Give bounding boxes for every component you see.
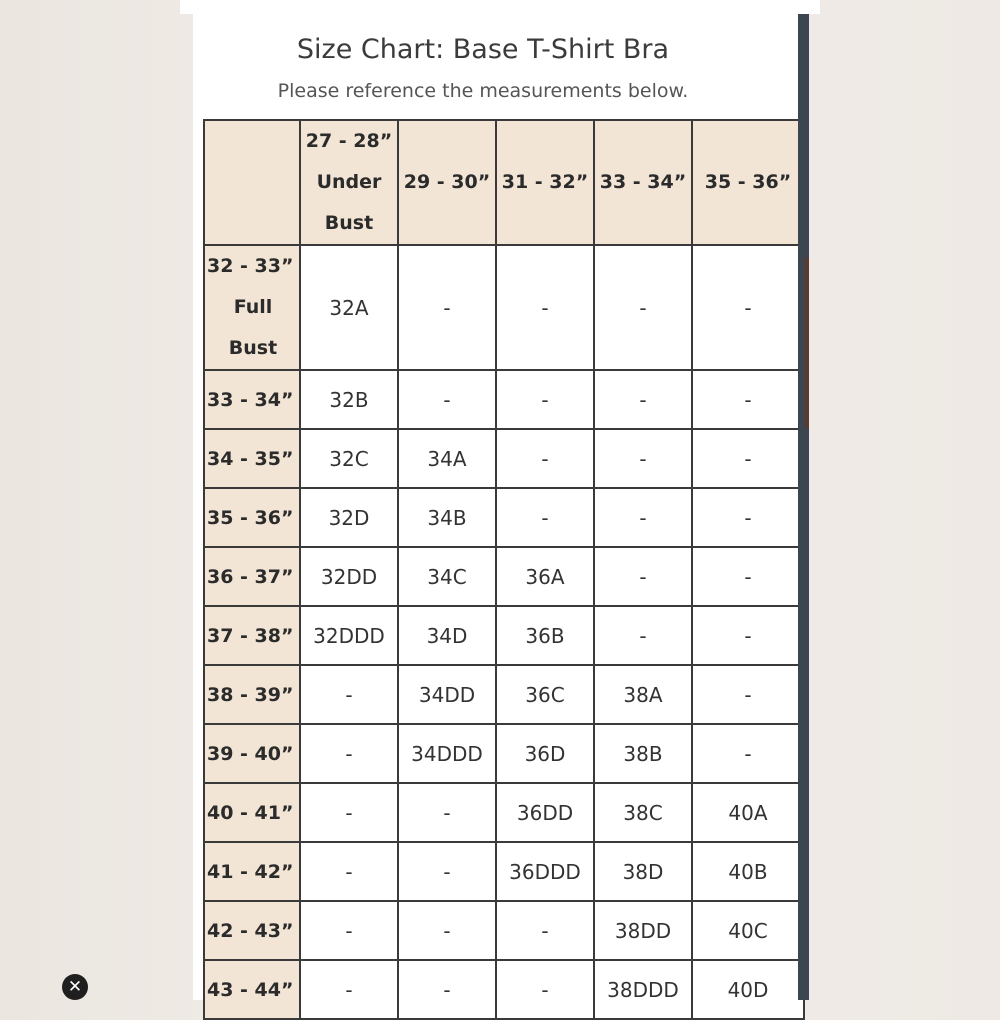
row-header [204,724,300,783]
row-header [204,245,300,370]
table-row [204,960,804,1019]
table-row [204,429,804,488]
scrollbar-thumb[interactable] [805,258,809,428]
size-cell: 34DDD [398,724,496,783]
size-cell: - [398,960,496,1019]
size-cell: 34A [398,429,496,488]
row-header [204,665,300,724]
table-viewport[interactable] [203,119,792,1019]
column-header-5 [692,120,804,245]
table-row [204,842,804,901]
size-cell: - [496,245,594,370]
size-cell: 34DD [398,665,496,724]
table-body [204,245,804,1019]
size-cell: 38C [594,783,692,842]
size-cell: 32C [300,429,398,488]
size-cell: 36B [496,606,594,665]
row-header-label: 37 - 38” [207,624,294,647]
size-cell: 40D [692,960,804,1019]
size-cell: - [398,842,496,901]
size-cell: 38B [594,724,692,783]
size-cell: 32D [300,488,398,547]
size-cell: 36DDD [496,842,594,901]
size-cell: 32B [300,370,398,429]
row-header [204,429,300,488]
size-cell: 38A [594,665,692,724]
row-header [204,370,300,429]
row-header [204,547,300,606]
row-header-label: 36 - 37” [207,565,294,588]
size-cell: - [300,901,398,960]
close-icon[interactable]: ✕ [62,974,88,1000]
size-cell: - [594,488,692,547]
column-header-2 [398,120,496,245]
size-cell: 38D [594,842,692,901]
table-row [204,488,804,547]
size-cell: 36D [496,724,594,783]
table-row [204,665,804,724]
column-header-3 [496,120,594,245]
row-header-label: 35 - 36” [207,506,294,529]
size-cell: - [496,901,594,960]
size-cell: - [594,547,692,606]
column-header-line: 29 - 30” [403,171,491,193]
size-cell: - [300,783,398,842]
size-cell: 40A [692,783,804,842]
column-header-line: Under [316,171,382,193]
size-cell: 32DD [300,547,398,606]
row-header-label: 42 - 43” [207,919,294,942]
size-cell: - [594,370,692,429]
size-cell: 38DD [594,901,692,960]
size-cell: - [300,960,398,1019]
size-cell: - [398,901,496,960]
column-header-line: 33 - 34” [599,171,687,193]
page-title: Size Chart: Base T-Shirt Bra [296,34,670,65]
size-cell: 34B [398,488,496,547]
row-header-label: 41 - 42” [207,860,294,883]
size-cell: - [692,547,804,606]
size-cell: - [594,245,692,370]
row-header [204,488,300,547]
column-header-line: 35 - 36” [704,171,792,193]
page-subtitle: Please reference the measurements below. [277,80,689,102]
size-cell: 34C [398,547,496,606]
size-cell: - [398,245,496,370]
row-header [204,783,300,842]
row-header-label: 39 - 40” [207,742,294,765]
size-cell: 40C [692,901,804,960]
size-cell: 40B [692,842,804,901]
column-header-1 [300,120,398,245]
corner-cell [204,120,300,245]
scrollbar-edge[interactable] [798,14,809,1000]
row-header [204,960,300,1019]
row-header-label: 34 - 35” [207,447,294,470]
row-header-label: 40 - 41” [207,801,294,824]
size-cell: 36A [496,547,594,606]
size-cell: 38DDD [594,960,692,1019]
column-header-4 [594,120,692,245]
row-header-label: 43 - 44” [207,978,294,1001]
size-cell: - [496,960,594,1019]
table-row [204,901,804,960]
row-header-line: Full [233,296,273,318]
size-cell: - [496,488,594,547]
size-cell: - [692,606,804,665]
size-cell: - [594,606,692,665]
table-row [204,547,804,606]
table-row [204,370,804,429]
size-cell: - [692,724,804,783]
size-cell: 36C [496,665,594,724]
size-table [203,119,805,1020]
header-row [204,120,804,245]
size-cell: - [594,429,692,488]
size-cell: 36DD [496,783,594,842]
row-header-label: 38 - 39” [207,683,294,706]
column-header-line: Bust [324,212,374,234]
row-header [204,606,300,665]
size-chart-card [193,14,798,1000]
size-cell: - [496,370,594,429]
table-row [204,783,804,842]
size-cell: - [398,783,496,842]
size-cell: - [692,665,804,724]
row-header-label: 33 - 34” [207,388,294,411]
size-cell: - [300,724,398,783]
size-cell: - [300,842,398,901]
size-cell: - [496,429,594,488]
table-row [204,606,804,665]
size-cell: 34D [398,606,496,665]
size-cell: - [398,370,496,429]
table-row [204,724,804,783]
top-strip [180,0,820,14]
row-header [204,842,300,901]
size-cell: - [692,245,804,370]
size-cell: 32A [300,245,398,370]
column-header-line: 27 - 28” [305,130,393,152]
table-row [204,245,804,370]
row-header [204,901,300,960]
size-cell: - [692,429,804,488]
column-header-line: 31 - 32” [501,171,589,193]
size-cell: 32DDD [300,606,398,665]
row-header-line: 32 - 33” [207,255,294,277]
row-header-line: Bust [228,337,278,359]
size-cell: - [692,370,804,429]
size-cell: - [692,488,804,547]
size-cell: - [300,665,398,724]
